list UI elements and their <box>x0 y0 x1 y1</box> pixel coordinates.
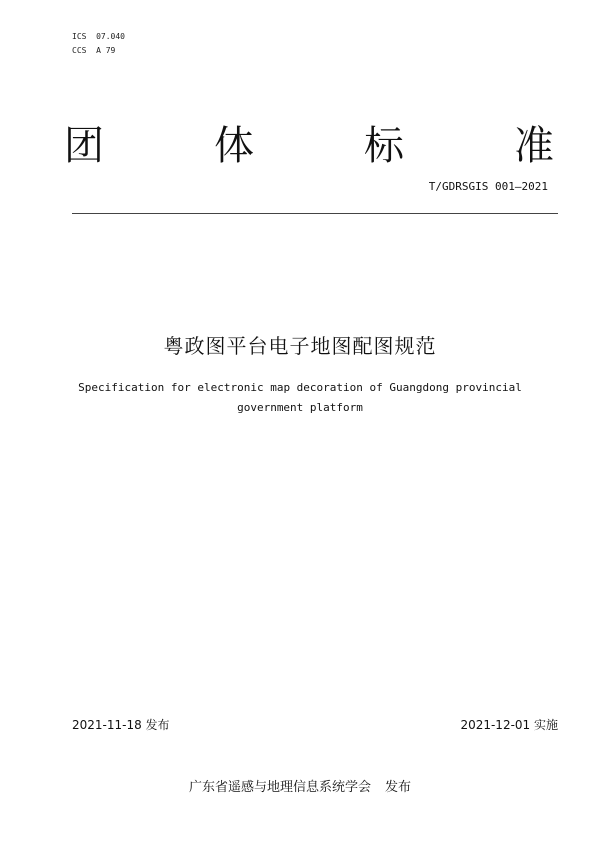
implementation-date: 2021-12-01 实施 <box>460 718 558 732</box>
ccs-code: CCS A 79 <box>72 46 116 55</box>
publisher-action: 发布 <box>385 780 412 795</box>
classification-codes <box>72 30 125 58</box>
standard-type-char-1: 团 <box>64 122 104 169</box>
publisher-name: 广东省遥感与地理信息系统学会 <box>188 780 371 795</box>
standard-type-char-4: 准 <box>514 122 554 169</box>
standard-type-char-3: 标 <box>364 122 404 169</box>
header-divider <box>72 213 558 214</box>
title-english-line-2: government platform <box>237 401 363 414</box>
title-chinese: 粤政图平台电子地图配图规范 <box>163 334 437 358</box>
release-date: 2021-11-18 发布 <box>72 718 170 732</box>
ics-code: ICS 07.040 <box>72 32 125 41</box>
standard-type-char-2: 体 <box>214 122 254 169</box>
title-english <box>40 378 560 418</box>
standard-type-heading <box>64 112 554 172</box>
title-english-line-1: Specification for electronic map decoration of Guangdong provincial <box>78 381 522 394</box>
publisher-line <box>0 776 600 795</box>
standard-number: T/GDRSGIS 001—2021 <box>428 180 548 193</box>
